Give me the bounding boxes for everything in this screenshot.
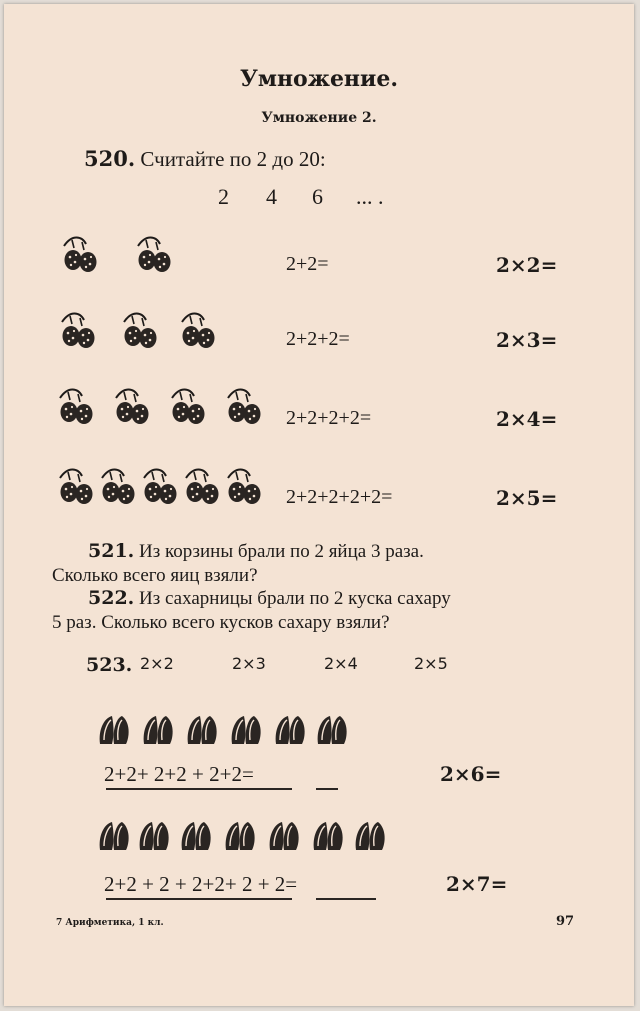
sugar-pair-icon xyxy=(144,716,173,744)
exercise-523-item: 2×4 xyxy=(324,654,358,673)
page-title: Умножение. xyxy=(239,66,399,92)
berry-pair-icon xyxy=(228,390,261,425)
product-expression: 2×2= xyxy=(496,253,558,277)
product-expression: 2×5= xyxy=(496,486,558,510)
berry-pair-icon xyxy=(138,238,171,273)
sequence-item: ... . xyxy=(356,184,384,209)
sugar-pair-icon xyxy=(100,716,129,744)
exercise-523-item: 2×5 xyxy=(414,654,448,673)
sum-expression: 2+2+2+2+2= xyxy=(286,486,393,508)
footer-signature: 7 Арифметика, 1 кл. xyxy=(56,918,164,928)
section-subtitle: Умножение 2. xyxy=(261,110,377,126)
exercise-text: Считайте по 2 до 20: xyxy=(140,147,326,171)
exercise-number: 522. xyxy=(88,587,135,609)
product-expression: 2×3= xyxy=(496,328,558,352)
sugar-pair-icon xyxy=(188,716,217,744)
exercise-521-line1 xyxy=(88,540,424,563)
exercise-521-line2: Сколько всего яиц взяли? xyxy=(52,565,258,586)
product-expression: 2×7= xyxy=(446,872,508,896)
exercise-number: 521. xyxy=(88,540,135,562)
sugar-pair-icon xyxy=(140,822,169,850)
exercise-text: Из корзины брали по 2 яйца 3 раза. xyxy=(139,541,424,562)
grouped-sum: 2+2 + 2 + 2+2+ 2 + 2= xyxy=(104,872,298,896)
sugar-pair-icon xyxy=(100,822,129,850)
product-expression: 2×6= xyxy=(440,762,502,786)
sugar-pair-icon xyxy=(356,822,385,850)
sugar-pair-icon xyxy=(226,822,255,850)
sum-expression: 2+2+2= xyxy=(286,328,350,350)
exercise-number: 523. xyxy=(86,654,133,676)
sequence-item: 6 xyxy=(312,184,323,209)
exercise-number: 520. xyxy=(84,146,136,171)
book-page xyxy=(4,4,634,1006)
underline xyxy=(316,898,376,900)
sum-expression: 2+2+2+2= xyxy=(286,407,372,429)
berry-pair-icon xyxy=(124,314,157,349)
berry-pair-icon xyxy=(102,470,135,505)
berry-pair-icon xyxy=(182,314,215,349)
berry-pair-icon xyxy=(64,238,97,273)
product-expression: 2×4= xyxy=(496,407,558,431)
underline xyxy=(106,788,292,790)
sugar-pair-icon xyxy=(276,716,305,744)
sugar-pair-icon xyxy=(314,822,343,850)
sequence-item: 2 xyxy=(218,184,229,209)
exercise-522-line1 xyxy=(88,587,451,610)
sum-expression: 2+2= xyxy=(286,253,329,275)
berry-pair-icon xyxy=(144,470,177,505)
berry-pair-icon xyxy=(116,390,149,425)
sugar-pair-icon xyxy=(270,822,299,850)
exercise-523-item: 2×3 xyxy=(232,654,266,673)
underline xyxy=(316,788,338,790)
sugar-pair-icon xyxy=(318,716,347,744)
sequence-item: 4 xyxy=(266,184,277,209)
exercise-523-item: 2×2 xyxy=(140,654,174,673)
berry-pair-icon xyxy=(228,470,261,505)
berry-pair-icon xyxy=(60,390,93,425)
berry-pair-icon xyxy=(60,470,93,505)
berry-pair-icon xyxy=(62,314,95,349)
exercise-text: Из сахарницы брали по 2 куска сахару xyxy=(139,588,451,609)
berry-pair-icon xyxy=(172,390,205,425)
sugar-pair-icon xyxy=(232,716,261,744)
exercise-522-line2: 5 раз. Сколько всего кусков сахару взяли? xyxy=(52,612,390,633)
underline xyxy=(106,898,292,900)
page-number: 97 xyxy=(556,914,575,929)
grouped-sum: 2+2+ 2+2 + 2+2= xyxy=(104,762,254,786)
berry-pair-icon xyxy=(186,470,219,505)
sugar-pair-icon xyxy=(182,822,211,850)
